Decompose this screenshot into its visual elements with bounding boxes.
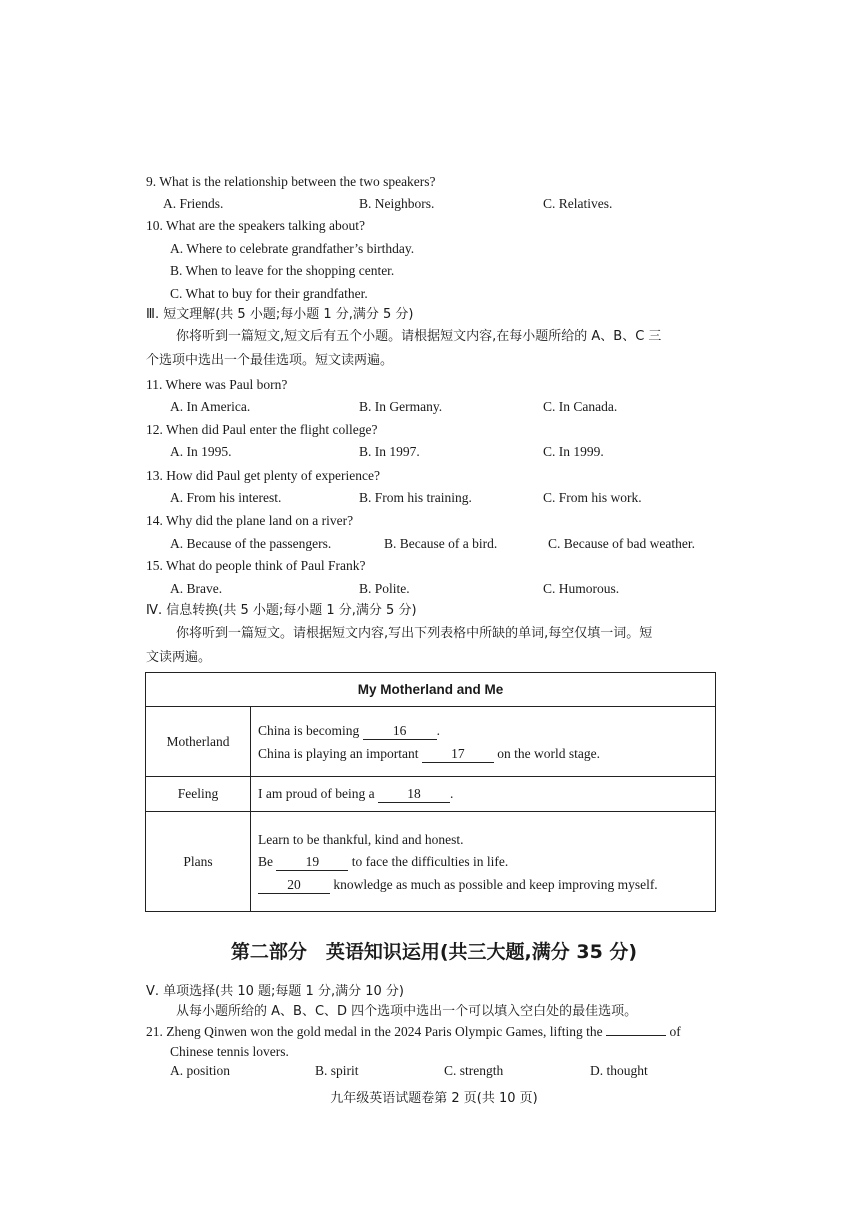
q15-option-c: C. Humorous.: [543, 581, 620, 596]
q13-option-c: C. From his work.: [543, 490, 642, 505]
q21-option-d: D. thought: [590, 1063, 648, 1078]
q13-option-b: B. From his training.: [359, 490, 472, 505]
row-label-motherland: Motherland: [166, 734, 230, 749]
table-title: My Motherland and Me: [357, 682, 504, 697]
q10-option-c: C. What to buy for their grandfather.: [170, 286, 368, 301]
question-21-line1: [146, 1023, 681, 1041]
section-4-title: Ⅳ. 信息转换(共 5 小题;每小题 1 分,满分 5 分): [146, 603, 417, 618]
row-label-plans: Plans: [183, 854, 213, 869]
q21-blank: [606, 1023, 666, 1036]
blank-20: 20: [258, 877, 330, 894]
part-2-title: 第二部分 英语知识运用(共三大题,满分 35 分): [230, 941, 638, 963]
question-13: 13. How did Paul get plenty of experience?: [146, 468, 380, 483]
q15-option-b: B. Polite.: [359, 581, 410, 596]
section-5-instruction: 从每小题所给的 A、B、C、D 四个选项中选出一个可以填入空白处的最佳选项。: [176, 1004, 638, 1019]
q21-stem: 21. Zheng Qinwen won the gold medal in the 2024 Paris Olympic Games, lifting the: [146, 1024, 603, 1039]
blank-17: 17: [422, 746, 494, 763]
q21-option-b: B. spirit: [315, 1063, 359, 1078]
section-3-instruction-2: 个选项中选出一个最佳选项。短文读两遍。: [146, 353, 394, 368]
row1-line1-end: .: [436, 723, 440, 738]
q12-option-a: A. In 1995.: [170, 444, 232, 459]
row2-line1-text: I am proud of being a: [258, 786, 375, 801]
q10-option-b: B. When to leave for the shopping center.: [170, 263, 395, 278]
blank-18: 18: [378, 786, 450, 803]
question-11: 11. Where was Paul born?: [146, 377, 288, 392]
section-5-title: Ⅴ. 单项选择(共 10 题;每题 1 分,满分 10 分): [146, 984, 404, 999]
q15-option-a: A. Brave.: [170, 581, 223, 596]
q13-option-a: A. From his interest.: [170, 490, 282, 505]
row1-line2-end: on the world stage.: [497, 746, 600, 761]
row1-line1: [258, 722, 440, 740]
row-label-feeling: Feeling: [177, 786, 219, 801]
info-table: [145, 672, 716, 912]
question-10: 10. What are the speakers talking about?: [146, 218, 366, 233]
blank-16: 16: [363, 723, 437, 740]
question-21-line2: Chinese tennis lovers.: [170, 1044, 289, 1059]
row3-line1: Learn to be thankful, kind and honest.: [258, 832, 464, 847]
row3-line3: [258, 876, 658, 894]
q21-option-a: A. position: [170, 1063, 231, 1078]
q14-option-b: B. Because of a bird.: [384, 536, 498, 551]
q9-option-a: A. Friends.: [163, 196, 224, 211]
q12-option-b: B. In 1997.: [359, 444, 420, 459]
question-15: 15. What do people think of Paul Frank?: [146, 558, 366, 573]
q14-option-a: A. Because of the passengers.: [170, 536, 332, 551]
q10-option-a: A. Where to celebrate grandfather’s birthday.: [170, 241, 415, 256]
q21-stem-end: of: [669, 1024, 681, 1039]
row3-line3-text: knowledge as much as possible and keep improving myself.: [333, 877, 658, 892]
section-3-title: Ⅲ. 短文理解(共 5 小题;每小题 1 分,满分 5 分): [146, 307, 414, 322]
q21-option-c: C. strength: [444, 1063, 504, 1078]
row3-line2: [258, 853, 508, 871]
row2-line1-end: .: [449, 786, 454, 801]
row1-line2-text: China is playing an important: [258, 746, 419, 761]
section-3-instruction-1: 你将听到一篇短文,短文后有五个小题。请根据短文内容,在每小题所给的 A、B、C 三: [176, 329, 662, 344]
q12-option-c: C. In 1999.: [543, 444, 604, 459]
row3-line2-end: to face the difficulties in life.: [351, 854, 509, 869]
page-footer: 九年级英语试题卷第 2 页(共 10 页): [330, 1091, 538, 1106]
section-4-instruction-1: 你将听到一篇短文。请根据短文内容,写出下列表格中所缺的单词,每空仅填一词。短: [176, 626, 653, 641]
row1-line2: [258, 745, 600, 763]
question-14: 14. Why did the plane land on a river?: [146, 513, 354, 528]
section-4-instruction-2: 文读两遍。: [146, 650, 212, 665]
question-12: 12. When did Paul enter the flight college?: [146, 422, 378, 437]
q14-option-c: C. Because of bad weather.: [548, 536, 695, 551]
q9-option-c: C. Relatives.: [543, 196, 613, 211]
q11-option-c: C. In Canada.: [543, 399, 618, 414]
q11-option-a: A. In America.: [170, 399, 251, 414]
q9-option-b: B. Neighbors.: [359, 196, 435, 211]
row2-line1: [258, 785, 453, 803]
q11-option-b: B. In Germany.: [359, 399, 443, 414]
blank-19: 19: [276, 854, 348, 871]
row1-line1-text: China is becoming: [258, 723, 360, 738]
row3-line2-text: Be: [258, 854, 273, 869]
question-9: 9. What is the relationship between the two speakers?: [146, 174, 436, 189]
